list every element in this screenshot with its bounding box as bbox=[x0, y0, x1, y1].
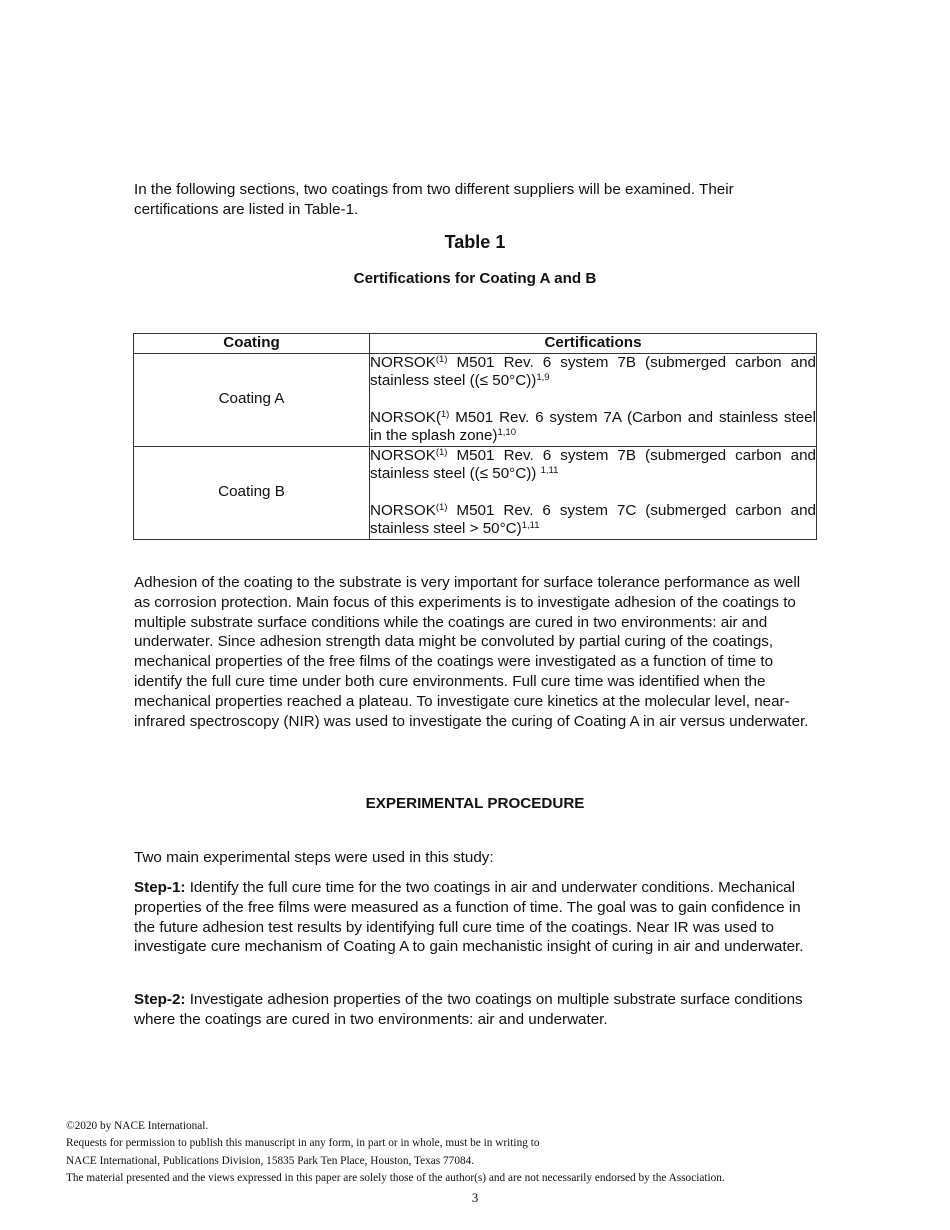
table-row bbox=[134, 353, 817, 446]
footer-permission-line: NACE International, Publications Division, 15835 Park Ten Place, Houston, Texas 77084. bbox=[66, 1154, 475, 1167]
step-label: Step-1: bbox=[134, 879, 186, 896]
intro-paragraph: In the following sections, two coatings from two different suppliers will be examined. Their certifications are listed in Table-1. bbox=[134, 181, 734, 218]
certifications-cell bbox=[370, 446, 817, 539]
section-heading: EXPERIMENTAL PROCEDURE bbox=[365, 795, 585, 812]
page-number: 3 bbox=[471, 1190, 479, 1205]
certification-entry: NORSOK$^{(1)}$ M501 Rev. 6 system 7B (submerged carbon and stainless steel ((≤ 50°C)) $^{1,11}$ bbox=[370, 446, 816, 482]
footer-permission-line: Requests for permission to publish this manuscript in any form, in part or in whole, must be in writing to bbox=[66, 1137, 540, 1150]
coating-name-cell: Coating A bbox=[134, 353, 370, 446]
certifications-cell bbox=[370, 353, 817, 446]
certification-entry: NORSOK$^{(1)}$ M501 Rev. 6 system 7B (submerged carbon and stainless steel ((≤ 50°C))$^{1,9}$ bbox=[370, 353, 816, 389]
step-2-paragraph: Step-2: Investigate adhesion properties of the two coatings on multiple substrate surface conditions where the coatings are cured in two environments: air and underwater. bbox=[134, 991, 803, 1028]
step-1-paragraph: Step-1: Identify the full cure time for the two coatings in air and underwater conditions. Mechanical properties of the free films were measured as a function of time. The goal was to gain confidence in the future adhesion test results by identifying full cure time of the coatings. Near IR was used to investigate cure mechanism of Coating A to gain mechanistic insight of curing in air and underwater. bbox=[134, 879, 804, 956]
steps-intro: Two main experimental steps were used in this study: bbox=[134, 849, 494, 866]
certifications-table bbox=[133, 333, 817, 540]
header-coating: Coating bbox=[134, 334, 370, 354]
table-subtitle: Certifications for Coating A and B bbox=[353, 270, 597, 287]
footer-copyright: ©2020 by NACE International. bbox=[66, 1120, 209, 1132]
coating-name-cell: Coating B bbox=[134, 446, 370, 539]
table-row bbox=[134, 446, 817, 539]
table-header-row bbox=[134, 334, 817, 354]
footer bbox=[66, 1118, 926, 1187]
header-certifications: Certifications bbox=[370, 334, 817, 354]
adhesion-paragraph: Adhesion of the coating to the substrate is very important for surface tolerance performance as well as corrosion protection. Main focus of this experiments is to investigate adhesion of the coatings to multiple substrate surface conditions while the coatings are cured in two environments: air and underwater. Since adhesion strength data might be convoluted by partial curing of the coatings, mechanical properties of the free films of the coatings were investigated as a function of time to identify the full cure time under both cure environments. Full cure time was identified when the mechanical properties reached a plateau. To investigate cure kinetics at the molecular level, near-infrared spectroscopy (NIR) was used to investigate the curing of Coating A in air versus underwater. bbox=[134, 574, 809, 730]
certification-entry: NORSOK($^{1)}$ M501 Rev. 6 system 7A (Carbon and stainless steel in the splash zone)$^{1,10}$ bbox=[370, 408, 816, 444]
certification-entry: NORSOK$^{(1)}$ M501 Rev. 6 system 7C (submerged carbon and stainless steel > 50°C)$^{1,11}$ bbox=[370, 501, 816, 537]
footer-disclaimer: The material presented and the views expressed in this paper are solely those of the author(s) and are not necessarily endorsed by the Association. bbox=[66, 1171, 725, 1184]
step-label: Step-2: bbox=[134, 991, 186, 1008]
table-title: Table 1 bbox=[444, 232, 506, 252]
